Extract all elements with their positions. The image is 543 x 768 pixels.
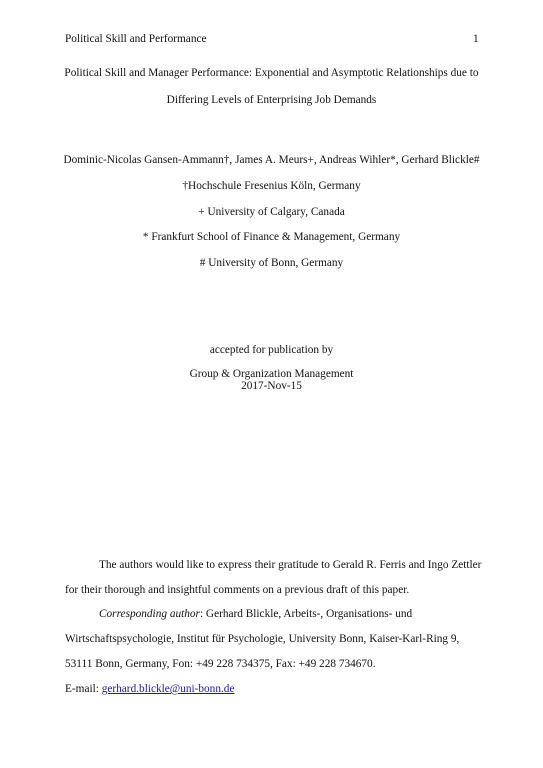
email-label: E-mail: [65,683,102,695]
paper-title-line-2: Differing Levels of Enterprising Job Demands [166,94,377,106]
corresponding-author-name: : Gerhard Blickle, Arbeits-, Organisations- und [199,608,413,620]
correspondence-line-2: Wirtschaftspsychologie, Institut für Psychologie, University Bonn, Kaiser-Karl-Ring 9, [65,633,460,645]
affiliation-4: # University of Bonn, Germany [199,257,344,269]
publication-status: accepted for publication by [209,344,334,356]
journal-name: Group & Organization Management [189,368,354,380]
email-line [65,683,234,695]
acknowledgement-line-1: The authors would like to express their gratitude to Gerald R. Ferris and Ingo Zettler [99,559,482,571]
affiliation-1: †Hochschule Fresenius Köln, Germany [182,180,361,192]
acknowledgement-line-2: for their thorough and insightful comments on a previous draft of this paper. [65,584,410,596]
correspondence-line-1 [99,608,412,620]
affiliation-2: + University of Calgary, Canada [198,206,345,218]
author-list: Dominic-Nicolas Gansen-Ammann†, James A. Meurs+, Andreas Wihler*, Gerhard Blickle# [63,154,480,166]
page-number: 1 [473,33,479,45]
publication-date: 2017-Nov-15 [241,380,302,392]
correspondence-line-3: 53111 Bonn, Germany, Fon: +49 228 734375, Fax: +49 228 734670. [65,658,376,670]
corresponding-author-label: Corresponding author [99,608,200,620]
affiliation-3: * Frankfurt School of Finance & Management, Germany [142,231,401,243]
paper-title-line-1: Political Skill and Manager Performance: Exponential and Asymptotic Relationships due to [64,67,479,79]
running-head: Political Skill and Performance [65,33,207,45]
email-link[interactable]: gerhard.blickle@uni-bonn.de [101,683,235,695]
